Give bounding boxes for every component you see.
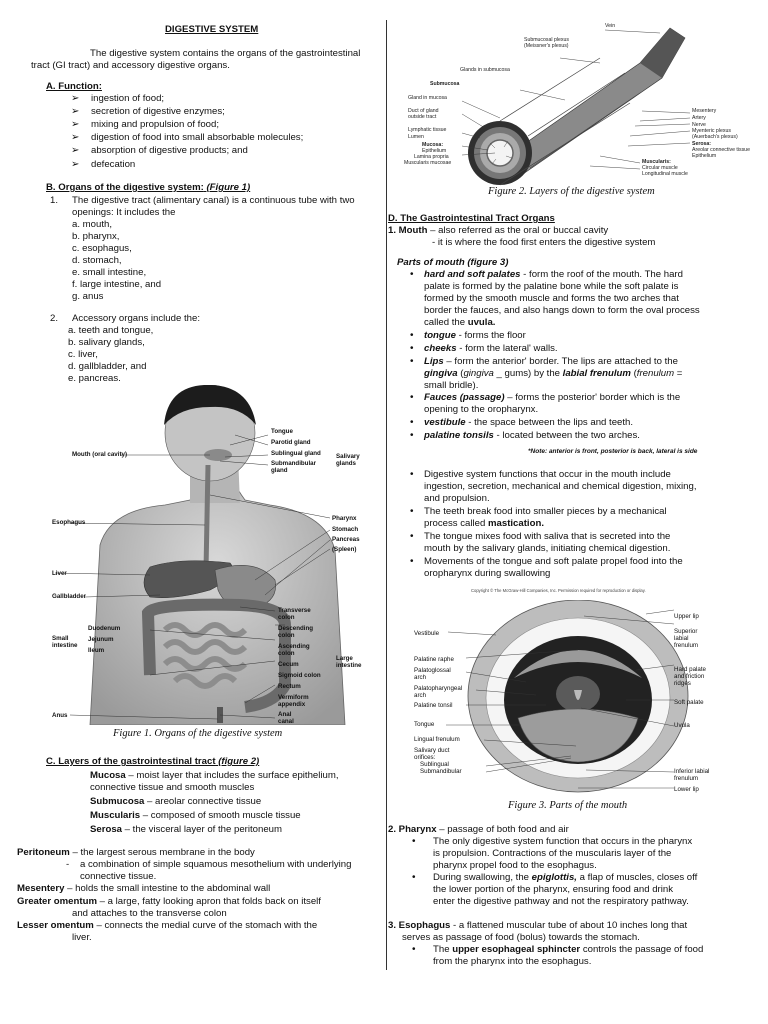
figure-2-gi-layers xyxy=(400,18,760,188)
label-mesentery: Mesentery xyxy=(692,108,717,114)
label-vermiform-appendix: appendix xyxy=(278,701,306,708)
note: *Note: anterior is front, posterior is back, lateral is side xyxy=(528,448,698,455)
accessory-item: e. pancreas. xyxy=(68,373,121,384)
function-item: ➢ ingestion of food; xyxy=(91,93,164,105)
greater-omentum-cont: and attaches to the transverse colon xyxy=(72,908,227,919)
tongue-item: tongue - forms the floor xyxy=(424,330,526,341)
label-esophagus: Esophagus xyxy=(52,519,86,526)
lesser-omentum-definition: Lesser omentum – connects the medial curve of the stomach with the xyxy=(17,920,318,931)
peritoneum-definition: Peritoneum – the largest serous membrane in the body xyxy=(17,847,255,858)
label-submucosal-plexus: (Meissner's plexus) xyxy=(524,43,569,49)
lips-item: Lips – form the anterior' border. The lips are attached to the xyxy=(424,356,678,367)
label-duodenum: Duodenum xyxy=(88,625,121,632)
swallowing-bullet: Movements of the tongue and soft palate propel food into the xyxy=(424,556,683,567)
tract-item: g. anus xyxy=(72,291,104,302)
mouth-definition: 1. Mouth – also referred as the oral or buccal cavity xyxy=(388,225,609,236)
label-serosa: Serosa: xyxy=(692,141,712,147)
label-jejunum: Jejunum xyxy=(88,636,114,643)
function-item: ➢ defecation xyxy=(91,159,135,171)
layer-item: Muscularis – composed of smooth muscle tissue xyxy=(90,810,301,821)
tract-item: a. mouth, xyxy=(72,219,112,230)
label-salivary-glands: glands xyxy=(336,460,356,467)
function-item: ➢ secretion of digestive enzymes; xyxy=(91,106,225,118)
epiglottis-bullet-cont: enter the digestive pathway and not the respiratory pathway. xyxy=(433,896,689,907)
label-submandibular: Submandibular xyxy=(420,768,462,775)
label-transverse-colon: colon xyxy=(278,614,295,621)
label-pharynx: Pharynx xyxy=(332,515,357,522)
teeth-bullet: The teeth break food into smaller pieces by a mechanical xyxy=(424,506,667,517)
organs-item1-line: openings: It includes the xyxy=(72,207,176,218)
pharynx-bullet-cont: is propulsion. Contractions of the muscularis layer of the xyxy=(433,848,672,859)
figure-3-mouth-parts xyxy=(406,600,768,798)
organs-heading: B. Organs of the digestive system: (Figure 1) xyxy=(46,182,251,193)
cheeks-item: cheeks - form the lateral' walls. xyxy=(424,343,558,354)
sphincter-bullet: The upper esophageal sphincter controls the passage of food xyxy=(433,944,704,955)
label-submandibular-gland: gland xyxy=(271,467,288,474)
vestibule-item: vestibule - the space between the lips and teeth. xyxy=(424,417,634,428)
label-inferior-labial-frenulum: Inferior labial xyxy=(674,768,710,775)
label-small-intestine: Small xyxy=(52,635,69,642)
label-myenteric-plexus: (Auerbach's plexus) xyxy=(692,134,738,140)
peritoneum-sub: connective tissue. xyxy=(80,871,157,882)
label-mouth: Mouth (oral cavity) xyxy=(72,451,128,458)
pharynx-bullet: The only digestive system function that occurs in the pharynx xyxy=(433,836,693,847)
accessory-item: d. gallbladder, and xyxy=(68,361,147,372)
intro-line-2: tract (GI tract) and accessory digestive organs. xyxy=(31,60,230,71)
hard-soft-palates: hard and soft palates - form the roof of the mouth. The hard xyxy=(424,269,683,280)
label-salivary-glands: Salivary xyxy=(336,453,360,460)
sphincter-bullet-cont: from the pharynx into the esophagus. xyxy=(433,956,592,967)
label-palatoglossal-arch: arch xyxy=(414,674,427,681)
intro-line-1: The digestive system contains the organs of the gastrointestinal xyxy=(90,48,361,59)
label-sigmoid-colon: Sigmoid colon xyxy=(278,672,321,679)
label-submucosal-plexus: Submucosal plexus xyxy=(524,37,569,43)
figure-2-caption: Figure 2. Layers of the digestive system xyxy=(488,186,655,197)
accessory-intro: Accessory organs include the: xyxy=(72,313,200,324)
label-vestibule: Vestibule xyxy=(414,630,440,637)
label-lamina-propria: Lamina propria xyxy=(414,154,449,160)
greater-omentum-definition: Greater omentum – a large, fatty looking apron that folds back on itself xyxy=(17,896,321,907)
gi-organs-heading: D. The Gastrointestinal Tract Organs xyxy=(388,213,555,224)
label-tongue: Tongue xyxy=(414,721,435,728)
label-sublingual: Sublingual xyxy=(420,761,449,768)
mouth-sub: - it is where the food first enters the digestive system xyxy=(432,237,656,248)
label-anal-canal: canal xyxy=(278,718,294,725)
organs-item-number: 2. xyxy=(50,313,59,324)
epiglottis-bullet: During swallowing, the epiglottis, a flap of muscles, closes off xyxy=(433,872,698,883)
label-palatoglossal-arch: Palatoglossal xyxy=(414,667,451,674)
label-large-intestine: intestine xyxy=(336,662,362,669)
label-ascending-colon: Ascending xyxy=(278,643,310,650)
pharynx-definition: 2. Pharynx – passage of both food and air xyxy=(388,824,569,835)
label-liver: Liver xyxy=(52,570,67,577)
label-vermiform-appendix: Vermiform xyxy=(278,694,309,701)
tongue-saliva-bullet-cont: mouth by the salivary glands, initiating chemical digestion. xyxy=(424,543,671,554)
label-inferior-labial-frenulum: frenulum xyxy=(674,775,699,782)
label-vein: Vein xyxy=(605,23,616,29)
esophagus-definition-cont: serves as passage of food (bolus) towards the stomach. xyxy=(402,932,640,943)
layers-heading: C. Layers of the gastrointestinal tract (figure 2) xyxy=(46,756,260,767)
figure-1-digestive-organs xyxy=(40,385,380,725)
organs-item-number: 1. xyxy=(50,195,59,206)
lips-item-cont: small bridle). xyxy=(424,380,479,391)
peritoneum-dash: - xyxy=(66,859,70,870)
label-rectum: Rectum xyxy=(278,683,301,690)
label-palatine-tonsil: Palatine tonsil xyxy=(414,702,453,709)
label-mucosa: Mucosa: xyxy=(422,142,444,148)
mouth-function-bullet-cont: ingestion, secretion, mechanical and chemical digestion, mixing, xyxy=(424,481,697,492)
uvula-line: called the uvula. xyxy=(424,317,496,328)
label-tongue: Tongue xyxy=(271,428,293,435)
tract-item: d. stomach, xyxy=(72,255,122,266)
tract-item: e. small intestine, xyxy=(72,267,147,278)
label-lymphatic-tissue: Lymphatic tissue xyxy=(408,127,447,133)
layer-item: Serosa – the visceral layer of the peritoneum xyxy=(90,824,282,835)
label-duct-of-gland: outside tract xyxy=(408,114,437,120)
label-transverse-colon: Transverse xyxy=(278,607,311,614)
label-epithelium: Epithelium xyxy=(692,153,717,159)
label-anus: Anus xyxy=(52,712,68,719)
tract-item: c. esophagus, xyxy=(72,243,132,254)
lesser-omentum-cont: liver. xyxy=(72,932,92,943)
tract-item: b. pharynx, xyxy=(72,231,120,242)
tongue-saliva-bullet: The tongue mixes food with saliva that is secreted into the xyxy=(424,531,671,542)
label-soft-palate: Soft palate xyxy=(674,699,704,706)
palatine-tonsils-item: palatine tonsils - located between the two arches. xyxy=(424,430,640,441)
peritoneum-sub: a combination of simple squamous mesothelium with underlying xyxy=(80,859,352,870)
tract-item: f. large intestine, and xyxy=(72,279,162,290)
parts-of-mouth-heading: Parts of mouth (figure 3) xyxy=(397,257,509,268)
hard-soft-palates-cont: palate is formed by the palatine bone while the soft palate is xyxy=(424,281,679,292)
label-epithelium: Epithelium xyxy=(422,148,447,154)
layer-item: Submucosa – areolar connective tissue xyxy=(90,796,262,807)
mouth-function-bullet-cont: and propulsion. xyxy=(424,493,490,504)
label-large-intestine: Large xyxy=(336,655,353,662)
function-heading: A. Function: xyxy=(46,81,102,92)
label-muscularis-mucosae: Muscularis mucosae xyxy=(404,160,452,166)
digestive-system-illustration xyxy=(40,385,380,725)
label-salivary-duct-orifices: Salivary duct xyxy=(414,747,450,754)
layer-item: Mucosa – moist layer that includes the surface epithelium, xyxy=(90,770,339,781)
organs-item1-line: The digestive tract (alimentary canal) is a continuous tube with two xyxy=(72,195,355,206)
label-ileum: Ileum xyxy=(88,647,105,654)
label-hard-palate: and friction xyxy=(674,673,705,680)
figure-3-caption: Figure 3. Parts of the mouth xyxy=(508,800,628,811)
label-hard-palate: Hard palate xyxy=(674,666,706,673)
gi-layers-illustration xyxy=(400,18,760,188)
function-item: ➢ absorption of digestive products; and xyxy=(91,145,248,157)
fauces-item: Fauces (passage) – forms the posterior' border which is the xyxy=(424,392,681,403)
label-ascending-colon: colon xyxy=(278,650,295,657)
label-descending-colon: colon xyxy=(278,632,295,639)
label-myenteric-plexus: Myenteric plexus xyxy=(692,128,731,134)
figure-1-caption: Figure 1. Organs of the digestive system xyxy=(113,728,283,739)
label-anal-canal: Anal xyxy=(278,711,292,718)
label-glands-in-submucosa: Glands in submucosa xyxy=(460,67,510,73)
label-palatopharyngeal-arch: arch xyxy=(414,692,427,699)
accessory-item: b. salivary glands, xyxy=(68,337,145,348)
fauces-item-cont: opening to the oropharynx. xyxy=(424,404,539,415)
mesentery-definition: Mesentery – holds the small intestine to the abdominal wall xyxy=(17,883,271,894)
label-lumen: Lumen xyxy=(408,134,424,140)
label-superior-labial-frenulum: frenulum xyxy=(674,642,699,649)
label-muscularis: Muscularis: xyxy=(642,159,671,165)
label-parotid-gland: Parotid gland xyxy=(271,439,311,446)
function-item: ➢ mixing and propulsion of food; xyxy=(91,119,219,131)
pharynx-bullet-cont: pharynx propel food to the esophagus. xyxy=(433,860,597,871)
epiglottis-bullet-cont: the lower portion of the pharynx, ensuring food and drink xyxy=(433,884,673,895)
label-salivary-duct-orifices: orifices: xyxy=(414,754,436,761)
hard-soft-palates-cont: formed by the smooth muscle and forms the two arches that xyxy=(424,293,679,304)
page-title: DIGESTIVE SYSTEM xyxy=(165,24,259,35)
lips-item-cont: gingiva (gingiva _ gums) by the labial frenulum (frenulum = xyxy=(424,368,683,379)
swallowing-bullet-cont: oropharynx during swallowing xyxy=(424,568,551,579)
label-artery: Artery xyxy=(692,115,706,121)
label-sublingual-gland: Sublingual gland xyxy=(271,450,321,457)
label-spleen: (Spleen) xyxy=(332,546,357,553)
label-hard-palate: ridges xyxy=(674,680,691,687)
label-gland-in-mucosa: Gland in mucosa xyxy=(408,95,447,101)
label-palatopharyngeal-arch: Palatopharyngeal xyxy=(414,685,463,692)
label-lower-lip: Lower lip xyxy=(674,786,699,793)
esophagus-definition: 3. Esophagus - a flattened muscular tube of about 10 inches long that xyxy=(388,920,688,931)
label-gallbladder: Gallbladder xyxy=(52,593,87,600)
function-item: ➢ digestion of food into small absorbable molecules; xyxy=(91,132,303,144)
label-lingual-frenulum: Lingual frenulum xyxy=(414,736,460,743)
column-divider xyxy=(386,20,387,970)
layer-item-cont: connective tissue and smooth muscles xyxy=(90,782,255,793)
label-superior-labial-frenulum: Superior xyxy=(674,628,698,635)
label-longitudinal-muscle: Longitudinal muscle xyxy=(642,171,688,177)
hard-soft-palates-cont: border the fauces, and also hangs down to form the oval process xyxy=(424,305,700,316)
label-submucosa: Submucosa xyxy=(430,81,460,87)
label-superior-labial-frenulum: labial xyxy=(674,635,689,642)
label-circular-muscle: Circular muscle xyxy=(642,165,678,171)
label-areolar-connective-tissue: Areolar connective tissue xyxy=(692,147,750,153)
mouth-function-bullet: Digestive system functions that occur in the mouth include xyxy=(424,469,671,480)
label-palatine-raphe: Palatine raphe xyxy=(414,656,454,663)
accessory-item: c. liver, xyxy=(68,349,98,360)
accessory-item: a. teeth and tongue, xyxy=(68,325,154,336)
label-pancreas: Pancreas xyxy=(332,536,360,543)
label-small-intestine: intestine xyxy=(52,642,78,649)
label-stomach: Stomach xyxy=(332,526,359,533)
label-nerve: Nerve xyxy=(692,122,706,128)
teeth-bullet-cont: process called mastication. xyxy=(424,518,544,529)
label-cecum: Cecum xyxy=(278,661,299,668)
label-submandibular-gland: Submandibular xyxy=(271,460,317,467)
label-descending-colon: Descending xyxy=(278,625,314,632)
figure-3-copyright: Copyright © The McGraw-Hill Companies, Inc. Permission required for reproduction or display. xyxy=(471,588,646,593)
label-duct-of-gland: Duct of gland xyxy=(408,108,439,114)
label-upper-lip: Upper lip xyxy=(674,613,699,620)
label-uvula: Uvula xyxy=(674,722,690,729)
